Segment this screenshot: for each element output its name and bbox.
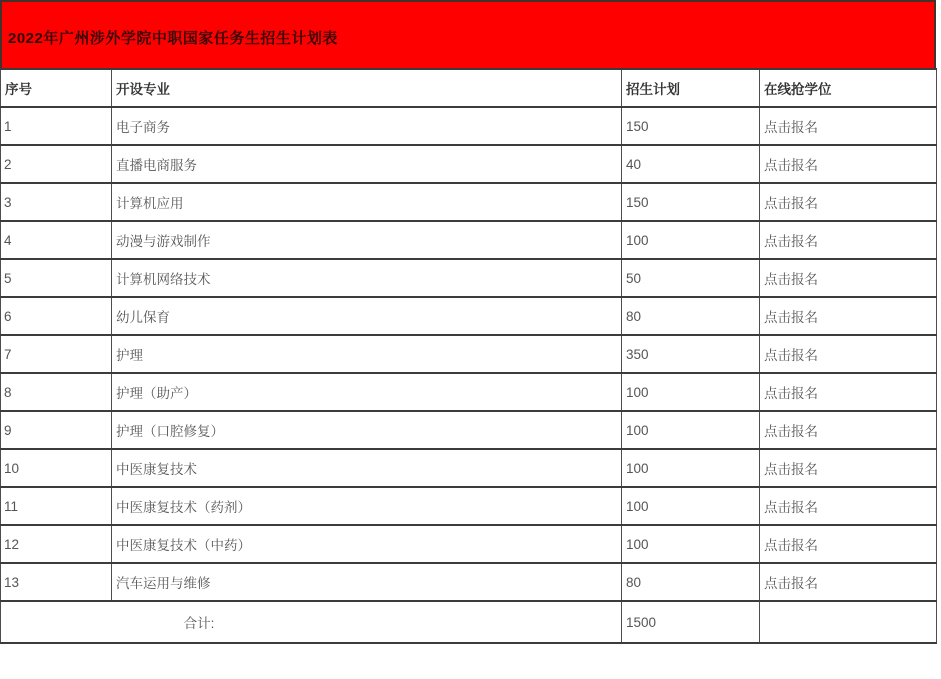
action-cell [760,183,937,221]
major-name: 中医康复技术（中药） [112,525,622,563]
signup-link[interactable]: 点击报名 [764,576,818,591]
table-row [1,297,937,335]
column-header-major: 开设专业 [112,69,622,107]
action-cell [760,525,937,563]
action-cell [760,563,937,601]
row-index: 9 [1,411,112,449]
action-cell [760,145,937,183]
major-name: 计算机网络技术 [112,259,622,297]
major-name: 护理（口腔修复） [112,411,622,449]
major-name: 直播电商服务 [112,145,622,183]
major-name: 中医康复技术（药剂） [112,487,622,525]
row-index: 4 [1,221,112,259]
plan-count: 350 [622,335,760,373]
plan-count: 100 [622,373,760,411]
title-banner [0,0,936,68]
major-name: 中医康复技术 [112,449,622,487]
enrollment-plan-table [0,68,937,644]
table-row [1,525,937,563]
row-index: 13 [1,563,112,601]
plan-count: 150 [622,183,760,221]
table-row [1,107,937,145]
total-row [1,601,937,643]
action-cell [760,373,937,411]
major-name: 护理（助产） [112,373,622,411]
action-cell [760,259,937,297]
action-cell [760,221,937,259]
major-name: 汽车运用与维修 [112,563,622,601]
row-index: 2 [1,145,112,183]
table-row [1,259,937,297]
signup-link[interactable]: 点击报名 [764,538,818,553]
page-title: 2022年广州涉外学院中职国家任务生招生计划表 [8,29,338,47]
signup-link[interactable]: 点击报名 [764,272,818,287]
plan-count: 50 [622,259,760,297]
table-row [1,373,937,411]
column-header-index: 序号 [1,69,112,107]
action-cell [760,449,937,487]
major-name: 电子商务 [112,107,622,145]
row-index: 11 [1,487,112,525]
plan-count: 100 [622,221,760,259]
row-index: 1 [1,107,112,145]
plan-count: 100 [622,487,760,525]
action-cell [760,297,937,335]
table-row [1,145,937,183]
table-row [1,487,937,525]
major-name: 护理 [112,335,622,373]
table-row [1,335,937,373]
plan-count: 80 [622,297,760,335]
table-row [1,183,937,221]
major-name: 动漫与游戏制作 [112,221,622,259]
total-count: 1500 [622,601,760,643]
action-cell [760,107,937,145]
table-row [1,221,937,259]
signup-link[interactable]: 点击报名 [764,310,818,325]
plan-count: 150 [622,107,760,145]
plan-count: 80 [622,563,760,601]
signup-link[interactable]: 点击报名 [764,120,818,135]
row-index: 6 [1,297,112,335]
row-index: 10 [1,449,112,487]
action-cell [760,411,937,449]
signup-link[interactable]: 点击报名 [764,386,818,401]
row-index: 3 [1,183,112,221]
table-row [1,449,937,487]
signup-link[interactable]: 点击报名 [764,348,818,363]
table-header-row [1,69,937,107]
action-cell [760,487,937,525]
column-header-action: 在线抢学位 [760,69,937,107]
signup-link[interactable]: 点击报名 [764,158,818,173]
total-label: 合计: [1,601,622,643]
row-index: 8 [1,373,112,411]
table-row [1,411,937,449]
major-name: 计算机应用 [112,183,622,221]
signup-link[interactable]: 点击报名 [764,234,818,249]
column-header-plan: 招生计划 [622,69,760,107]
signup-link[interactable]: 点击报名 [764,462,818,477]
plan-count: 100 [622,411,760,449]
plan-count: 100 [622,525,760,563]
action-cell [760,335,937,373]
signup-link[interactable]: 点击报名 [764,424,818,439]
plan-count: 100 [622,449,760,487]
plan-count: 40 [622,145,760,183]
table-row [1,563,937,601]
signup-link[interactable]: 点击报名 [764,196,818,211]
row-index: 7 [1,335,112,373]
total-action-empty [760,601,937,643]
row-index: 12 [1,525,112,563]
major-name: 幼儿保育 [112,297,622,335]
signup-link[interactable]: 点击报名 [764,500,818,515]
row-index: 5 [1,259,112,297]
